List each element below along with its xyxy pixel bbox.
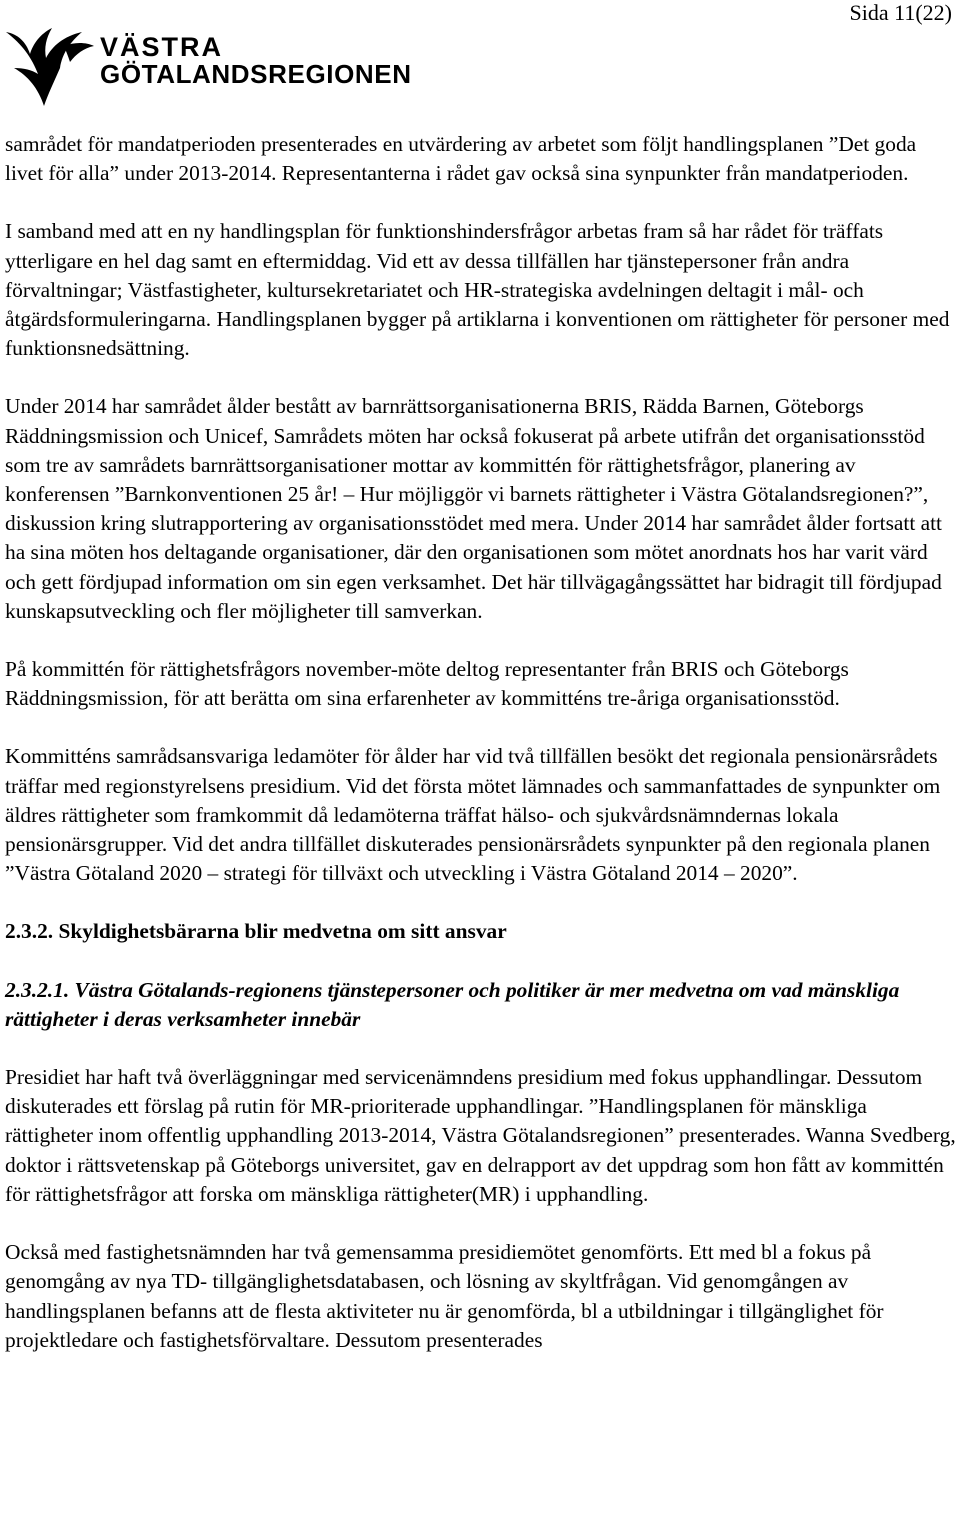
document-body bbox=[5, 130, 957, 1384]
vgr-logo bbox=[4, 24, 412, 108]
paragraph-4: På kommittén för rättighetsfrågors november-möte deltog representanter från BRIS och Göteborgs Räddningsmission, för att berätta om sina erfarenheter av kommitténs tre-åriga organisationsstöd. bbox=[5, 657, 849, 711]
paragraph-1: samrådet för mandatperioden presenterades en utvärdering av arbetet som följt handlingsplanen ”Det goda livet för alla” under 2013-2014. Representanterna i rådet gav också sina synpunkter från mandatperioden. bbox=[5, 132, 917, 186]
page-number: Sida 11(22) bbox=[849, 0, 952, 25]
paragraph-3: Under 2014 har samrådet ålder bestått av barnrättsorganisationerna BRIS, Rädda Barnen, Göteborgs Räddningsmission och Unicef, Samrådets möten har också fokuserat på arbete utifrån det organisationsstöd som tre av samrådets barnrättsorganisationer mottar av kommittén för rättighetsfrågor, planering av konferensen ”Barnkonventionen 25 år! – Hur möjliggör vi barnets rättigheter i Västra Götalandsregionen?”, diskussion kring slutrapportering av organisationsstödet med mera. Under 2014 har samrådet ålder fortsatt att ha sina möten hos deltagande organisationer, där den organisationen som mötet anordnats hos har varit värd och gett fördjupad information om sin egen verksamhet. Det här tillvägagångssättet har bidragit till fördjupad kunskapsutveckling och fler möjligheter till samverkan. bbox=[5, 394, 942, 623]
paragraph-7: Också med fastighetsnämnden har två gemensamma presidiemötet genomförts. Ett med bl a fokus på genomgång av nya TD- tillgänglighetsdatabasen, och lösning av skyltfrågan. Vid genomgången av handlingsplanen befanns att de flesta aktiviteter nu är genomförda, bl a utbildningar i tillgänglighet för projektledare och fastighetsförvaltare. Dessutom presenterades bbox=[5, 1240, 884, 1352]
section-heading-2-3-2: 2.3.2. Skyldighetsbärarna blir medvetna om sitt ansvar bbox=[5, 919, 507, 944]
section-heading-2-3-2-1: 2.3.2.1. Västra Götalands-regionens tjänstepersoner och politiker är mer medvetna om vad mänskliga rättigheter i deras verksamheter innebär bbox=[5, 977, 900, 1031]
paragraph-2: I samband med att en ny handlingsplan för funktionshindersfrågor arbetas fram så har rådet för träffats ytterligare en hel dag samt en eftermiddag. Vid ett av dessa tillfällen har tjänstepersoner från andra förvaltningar; Västfastigheter, kultursekretariatet och HR-strategiska avdelningen deltagit i mål- och åtgärdsformuleringarna. Handlingsplanen bygger på artiklarna i konventionen om rättigheter för personer med funktionsnedsättning. bbox=[5, 219, 950, 361]
paragraph-6: Presidiet har haft två överläggningar med servicenämndens presidium med fokus upphandlingar. Dessutom diskuterades ett förslag på rutin för MR-prioriterade upphandlingar. ”Handlingsplanen för mänskliga rättigheter inom offentlig upphandling 2013-2014, Västra Götalandsregionen” presenterades. Wanna Svedberg, doktor i rättsvetenskap på Göteborgs universitet, gav en delrapport av det uppdrag som hon fått av kommittén för rättighetsfrågor att forska om mänskliga rättigheter(MR) i upphandling. bbox=[5, 1065, 956, 1206]
logo-text-line1: VÄSTRA bbox=[100, 32, 224, 62]
logo-text-line2: GÖTALANDSREGIONEN bbox=[100, 59, 412, 89]
vgr-emblem-icon bbox=[4, 24, 96, 108]
page-header bbox=[0, 0, 960, 110]
paragraph-5: Kommitténs samrådsansvariga ledamöter för ålder har vid två tillfällen besökt det regionala pensionärsrådets träffar med regionstyrelsens presidium. Vid det första mötet lämnades och sammanfattades de synpunkter om äldres rättigheter som framkommit då ledamöterna träffat hälso- och sjukvårdsnämndernas lokala pensionärsgrupper. Vid det andra tillfället diskuterades pensionärsrådets synpunkter på den regionala planen ”Västra Götaland 2020 – strategi för tillväxt och utveckling i Västra Götaland 2014 – 2020”. bbox=[5, 744, 941, 886]
